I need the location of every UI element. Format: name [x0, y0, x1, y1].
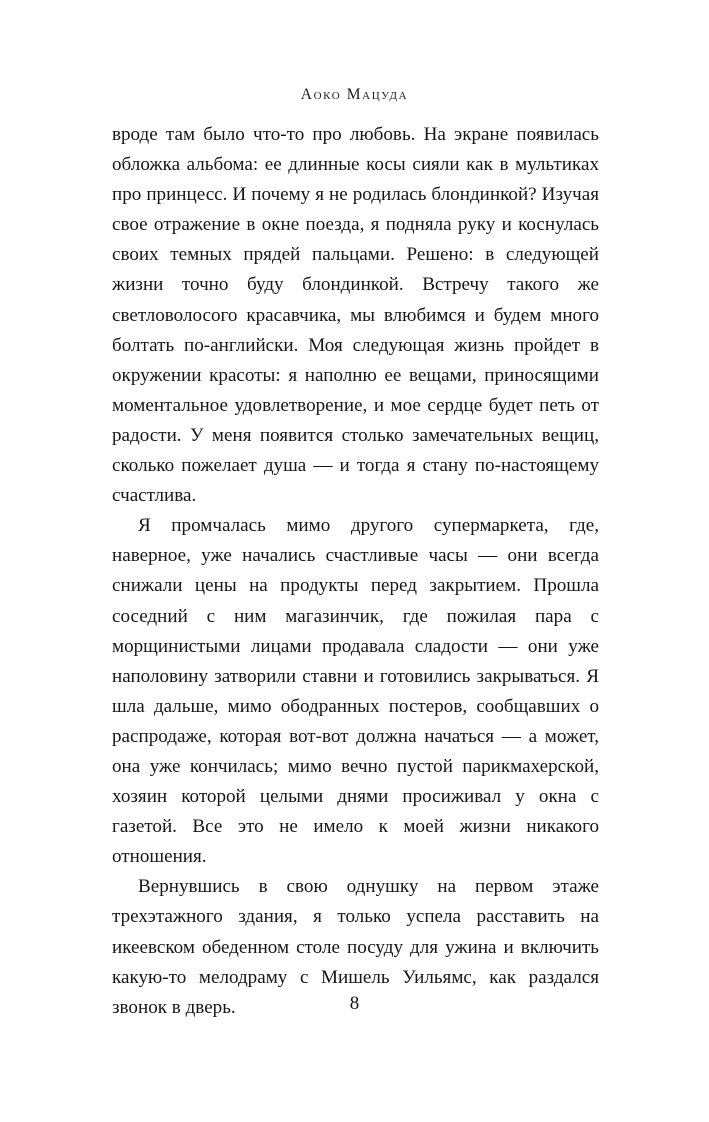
paragraph: Я промчалась мимо другого супермаркета, где, наверное, уже начались счастливые часы — они всегда снижали цены на продукты перед закрытием. Прошла соседний с ним магазинчик, где пожилая пара с морщинистыми лицами продавала сладости — они уже наполовину затворили ставни и готовились закрываться. Я шла дальше, мимо ободранных постеров, сообщавших о распродаже, которая вот-вот должна начаться — а может, она уже кончилась; мимо вечно пустой парикмахерской, хозяин которой целыми днями просиживал у окна с газетой. Все это не имело к моей жизни никакого отношения.	[112, 515, 599, 868]
page-number: 8	[349, 993, 360, 1014]
paragraph: Вернувшись в свою однушку на первом этаже трехэтажного здания, я только успела расставить на икеевском обеденном столе посуду для ужина и включить какую-то мелодраму с Мишель Уильямс, как раздался звонок в дверь.	[112, 876, 599, 1018]
body-text	[112, 120, 599, 1023]
running-head-author: Аоко Мацуда	[300, 86, 409, 103]
paragraph: вроде там было что-то про любовь. На экране появилась обложка альбома: ее длинные косы сияли как в мультиках про принцесс. И почему я не родилась блондинкой? Изучая свое отражение в окне поезда, я подняла руку и коснулась своих темных прядей пальцами. Решено: в следующей жизни точно буду блондинкой. Встречу такого же светловолосого красавчика, мы влюбимся и будем много болтать по-английски. Моя следующая жизнь пройдет в окружении красоты: я наполню ее вещами, приносящими моментальное удовлетворение, и мое сердце будет петь от радости. У меня появится столько замечательных вещиц, сколько пожелает душа — и тогда я стану по-настоящему счастлива.	[112, 124, 599, 507]
